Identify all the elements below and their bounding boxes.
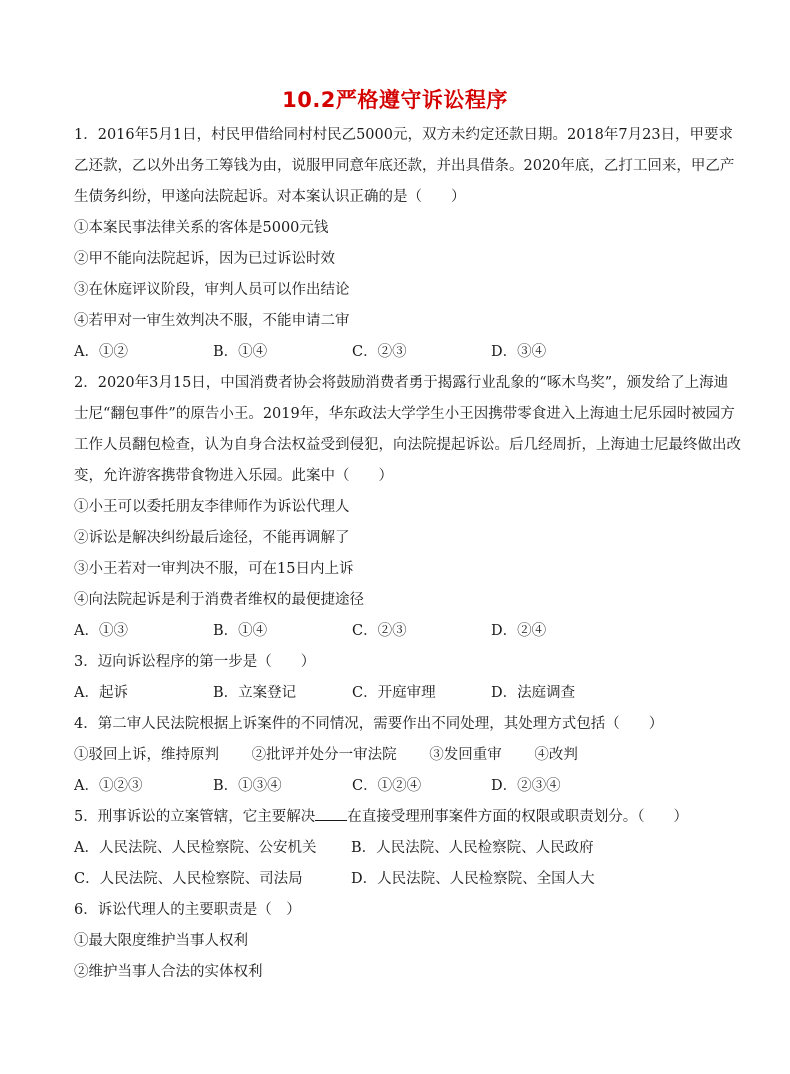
option-b: B．①④ xyxy=(213,623,268,639)
statement-item: ①驳回上诉，维持原判 xyxy=(74,747,219,763)
question-6 xyxy=(74,895,724,988)
statement-item: ④改判 xyxy=(534,747,578,763)
answer-options xyxy=(74,616,724,647)
option-c: C．人民法院、人民检察院、司法局 xyxy=(74,871,303,887)
fill-blank xyxy=(315,806,347,821)
answer-options xyxy=(74,678,724,709)
option-b: B．①④ xyxy=(213,344,268,360)
statement-item: ①本案民事法律关系的客体是5000元钱 xyxy=(74,220,329,236)
option-d: D．②④ xyxy=(491,623,547,639)
question-stem-line: 士尼“翻包事件”的原告小王。2019年，华东政法大学学生小王因携带零食进入上海迪士尼乐园时被园方 xyxy=(74,406,735,422)
answer-options xyxy=(74,337,724,368)
option-a: A．起诉 xyxy=(74,685,128,701)
statement-item: ②批评并处分一审法院 xyxy=(251,747,397,763)
question-4 xyxy=(74,709,724,802)
question-stem-line: 6．诉讼代理人的主要职责是（ ） xyxy=(74,902,301,918)
question-stem-line: 3．迈向诉讼程序的第一步是（ ） xyxy=(74,654,316,670)
statement-item: ③在休庭评议阶段，审判人员可以作出结论 xyxy=(74,282,350,298)
question-2 xyxy=(74,368,741,647)
answer-options xyxy=(74,864,724,895)
question-stem-line: 生债务纠纷，甲遂向法院起诉。对本案认识正确的是（ ） xyxy=(74,189,466,205)
statement-item: ②甲不能向法院起诉，因为已过诉讼时效 xyxy=(74,251,335,267)
statement-item: ④若甲对一审生效判决不服，不能申请二审 xyxy=(74,313,350,329)
page-title: 10.2严格遵守诉讼程序 xyxy=(282,88,508,112)
option-a: A．人民法院、人民检察院、公安机关 xyxy=(74,840,317,856)
answer-options xyxy=(74,833,724,864)
question-stem-line: 乙还款，乙以外出务工筹钱为由，说服甲同意年底还款，并出具借条。2020年底，乙打工回来，甲乙产 xyxy=(74,158,735,174)
option-a: A．①③ xyxy=(74,623,128,639)
option-d: D．②③④ xyxy=(491,778,561,794)
option-c: C．开庭审理 xyxy=(352,685,436,701)
statement-items-inline xyxy=(74,740,724,771)
option-d: D．法庭调查 xyxy=(491,685,576,701)
statement-item: ④向法院起诉是利于消费者维权的最便捷途径 xyxy=(74,592,364,608)
answer-options xyxy=(74,771,724,802)
option-d: D．人民法院、人民检察院、全国人大 xyxy=(351,871,595,887)
statement-item: ③发回重审 xyxy=(429,747,502,763)
option-c: C．②③ xyxy=(352,623,407,639)
question-1 xyxy=(74,120,735,368)
option-c: C．①②④ xyxy=(352,778,422,794)
stem-text-before-blank: 5．刑事诉讼的立案管辖，它主要解决 xyxy=(74,809,316,825)
statement-item: ②维护当事人合法的实体权利 xyxy=(74,964,263,980)
question-stem-line: 1．2016年5月1日，村民甲借给同村村民乙5000元，双方未约定还款日期。2018年7月23日，甲要求 xyxy=(74,127,734,143)
question-stem-line: 工作人员翻包检查，认为自身合法权益受到侵犯，向法院提起诉讼。后几经周折，上海迪士尼最终做出改 xyxy=(74,437,741,453)
option-a: A．①②③ xyxy=(74,778,143,794)
question-stem-line xyxy=(74,802,724,833)
option-b: B．立案登记 xyxy=(213,685,297,701)
question-list xyxy=(74,120,741,988)
statement-item: ①小王可以委托朋友李律师作为诉讼代理人 xyxy=(74,499,350,515)
statement-item: ②诉讼是解决纠纷最后途径，不能再调解了 xyxy=(74,530,350,546)
stem-text-after-blank: 在直接受理刑事案件方面的权限或职责划分。（ ） xyxy=(347,809,688,825)
question-stem-line: 变，允许游客携带食物进入乐园。此案中（ ） xyxy=(74,468,393,484)
question-stem-line: 4．第二审人民法院根据上诉案件的不同情况，需要作出不同处理，其处理方式包括（ ） xyxy=(74,716,664,732)
option-c: C．②③ xyxy=(352,344,407,360)
option-d: D．③④ xyxy=(491,344,547,360)
option-a: A．①② xyxy=(74,344,128,360)
question-stem-line: 2．2020年3月15日，中国消费者协会将鼓励消费者勇于揭露行业乱象的“啄木鸟奖”，颁发给了上海迪 xyxy=(74,375,729,391)
statement-item: ①最大限度维护当事人权利 xyxy=(74,933,248,949)
option-b: B．①③④ xyxy=(213,778,282,794)
question-5 xyxy=(74,802,724,895)
option-b: B．人民法院、人民检察院、人民政府 xyxy=(351,840,594,856)
question-3 xyxy=(74,647,724,709)
statement-item: ③小王若对一审判决不服，可在15日内上诉 xyxy=(74,561,354,577)
